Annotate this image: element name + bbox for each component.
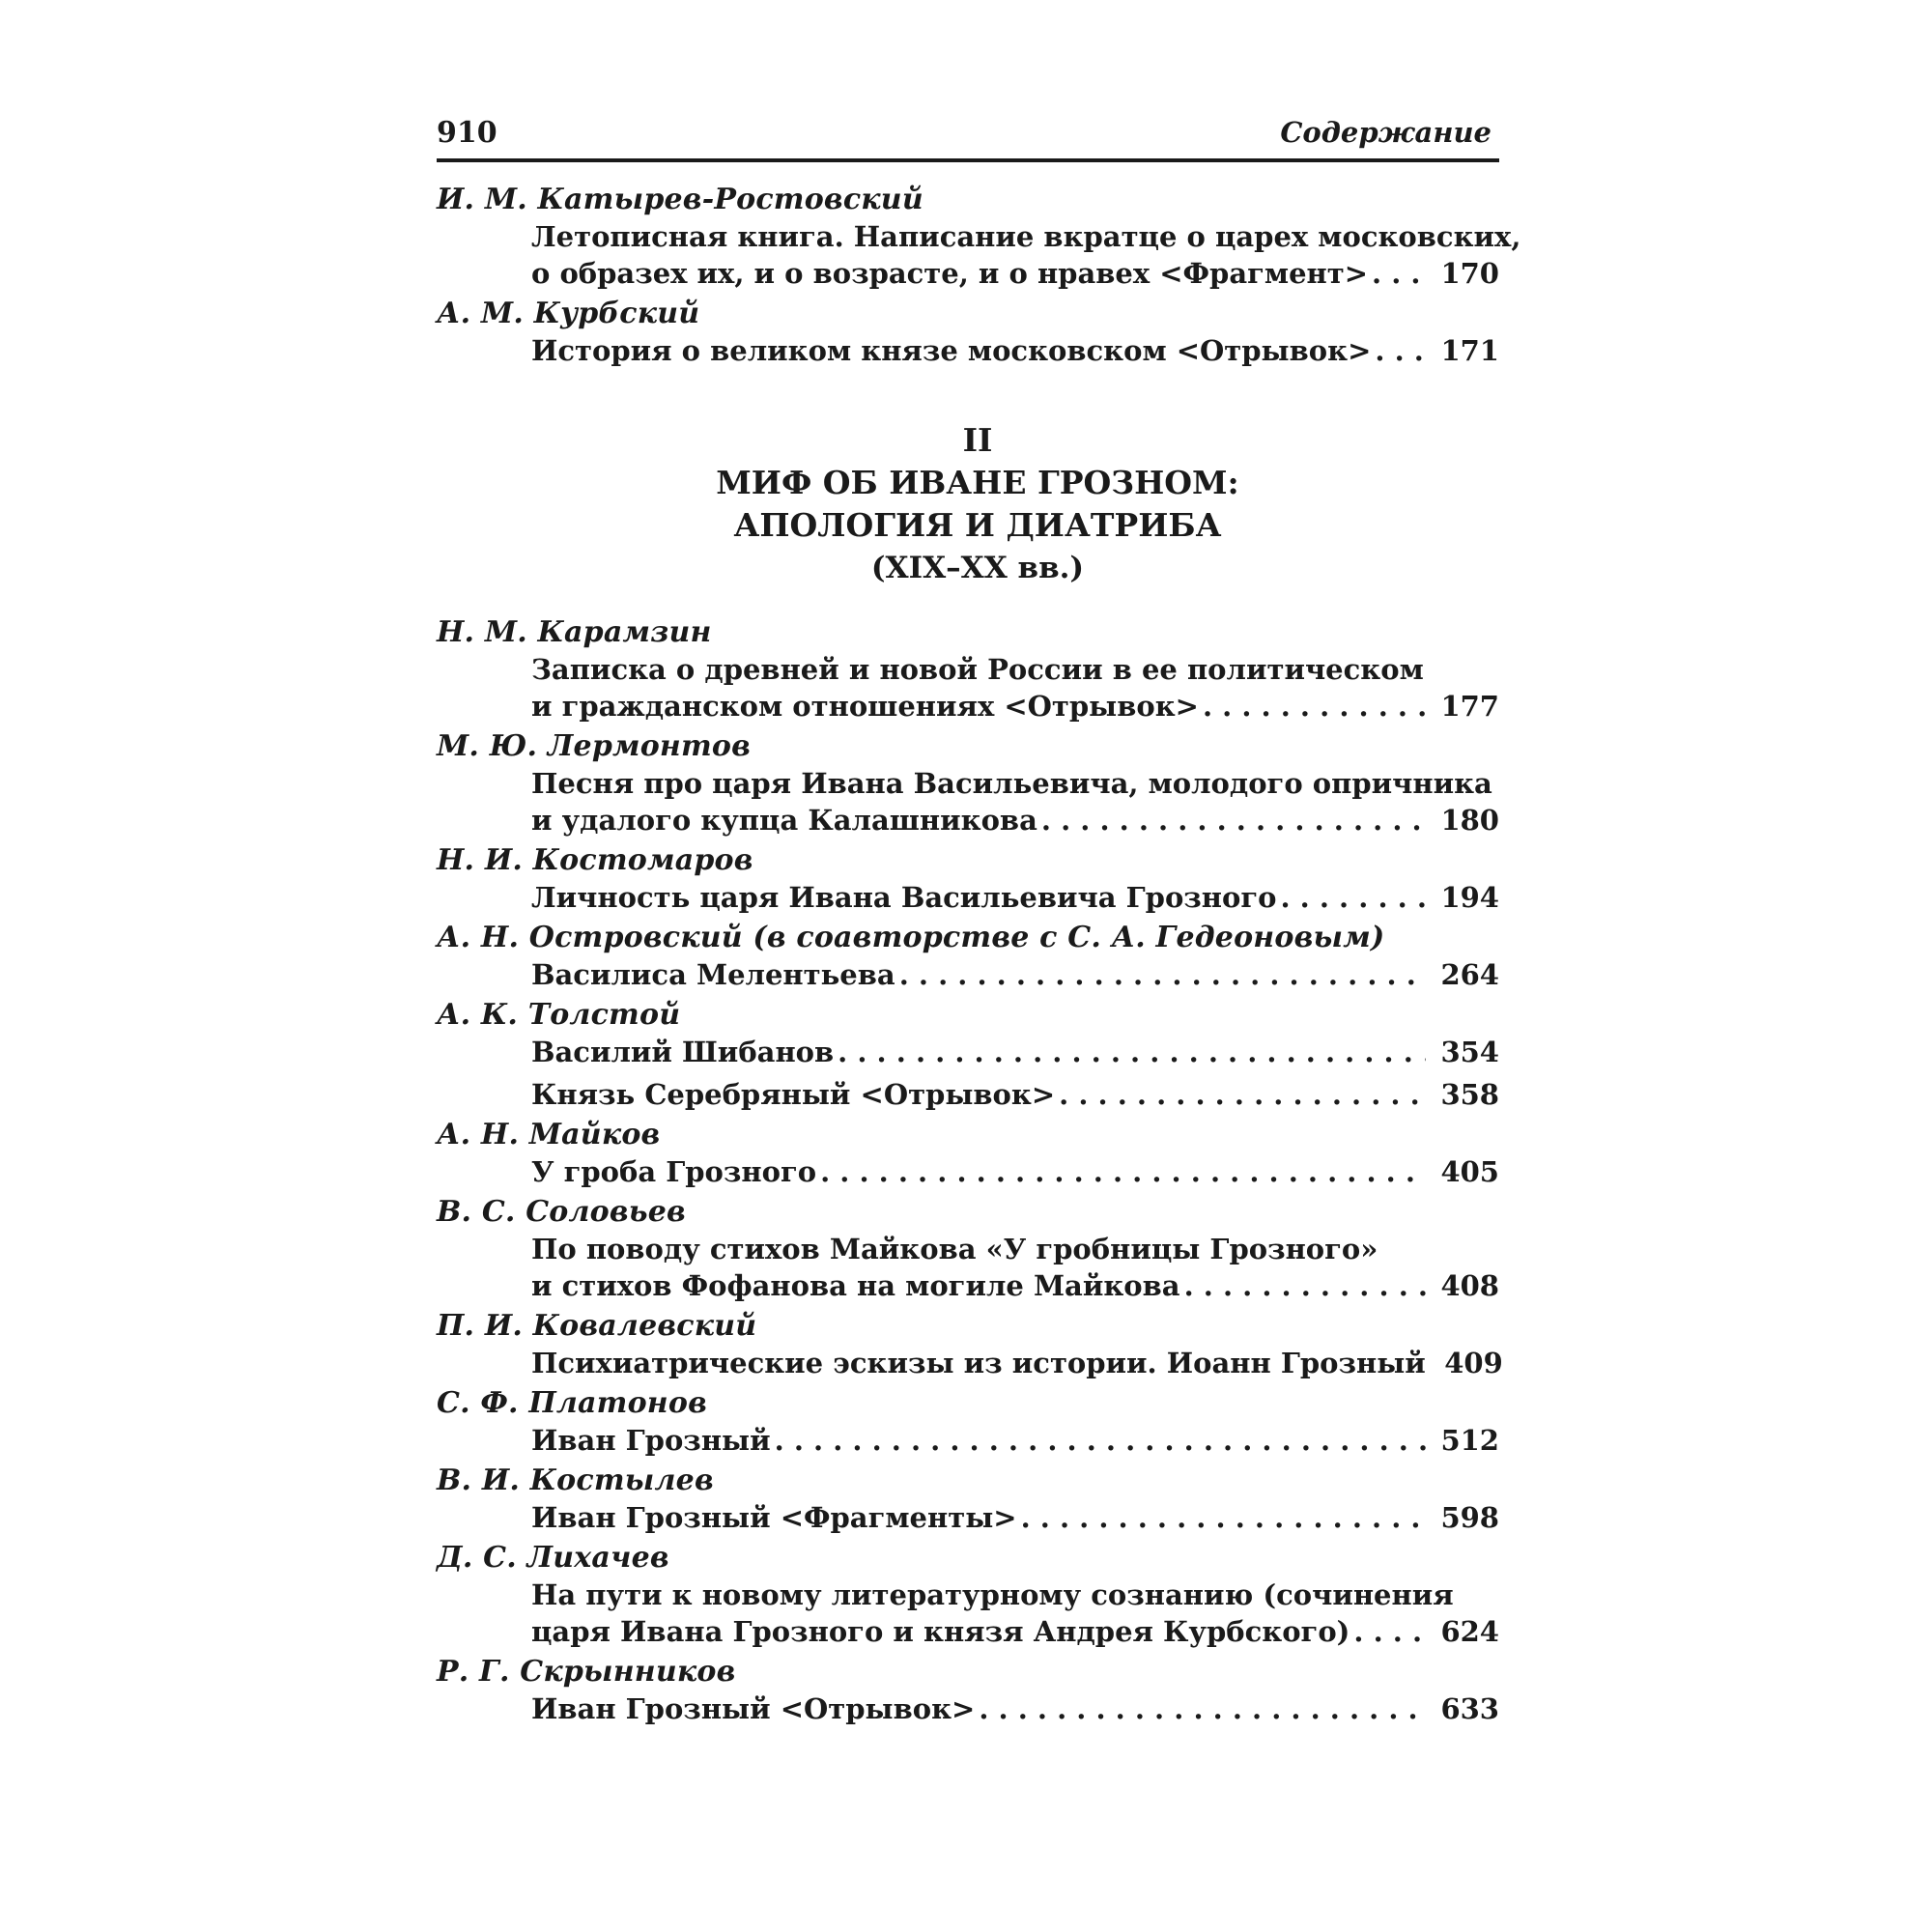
- section-number: II: [962, 421, 993, 459]
- dot-leader: [1280, 879, 1426, 916]
- dot-leader: [1372, 255, 1426, 292]
- toc-author: В. С. Соловьев: [437, 1195, 686, 1229]
- toc-page-number: 180: [1440, 804, 1499, 837]
- toc-work[interactable]: [531, 1345, 1503, 1381]
- toc-author: С. Ф. Платонов: [437, 1386, 707, 1420]
- toc-work-title: царя Ивана Грозного и князя Андрея Курбского): [531, 1615, 1350, 1648]
- toc-page-number: 408: [1440, 1269, 1499, 1302]
- dot-leader: [838, 1034, 1426, 1070]
- toc-entry: [437, 728, 1499, 838]
- toc-page-number: 405: [1440, 1155, 1499, 1188]
- toc-work-title: Василиса Мелентьева: [531, 958, 895, 991]
- toc-work[interactable]: [531, 1690, 1499, 1727]
- toc-page-number: 194: [1440, 881, 1499, 914]
- toc-work-title: Князь Серебряный <Отрывок>: [531, 1078, 1056, 1111]
- toc-page-number: 358: [1440, 1078, 1499, 1111]
- toc-work[interactable]: [531, 1499, 1499, 1536]
- dot-leader: [1041, 802, 1426, 838]
- running-title: Содержание: [1280, 116, 1492, 149]
- toc-author: Д. С. Лихачев: [437, 1541, 669, 1575]
- dot-leader: [899, 956, 1426, 993]
- dot-leader: [820, 1153, 1426, 1190]
- toc-work-title-line: Записка о древней и новой России в ее политическом: [531, 653, 1424, 686]
- toc-page-number: 171: [1440, 334, 1499, 367]
- toc-page-number: 624: [1440, 1615, 1499, 1648]
- toc-work[interactable]: [531, 765, 1499, 838]
- toc-work-title: и гражданском отношениях <Отрывок>: [531, 690, 1199, 723]
- toc-work-last-line: [531, 1034, 1499, 1070]
- toc-author: А. К. Толстой: [437, 998, 681, 1032]
- toc-work[interactable]: [531, 956, 1499, 993]
- toc-work-title-line: Песня про царя Ивана Васильевича, молодого опричника: [531, 767, 1492, 800]
- toc-author: Н. М. Карамзин: [437, 615, 712, 649]
- toc-work-last-line: [531, 879, 1499, 916]
- toc-work-title: и удалого купца Калашникова: [531, 804, 1037, 837]
- dot-leader: [979, 1690, 1426, 1727]
- toc-section-one-tail: [437, 182, 1521, 369]
- toc-work-last-line: [531, 255, 1499, 292]
- toc-work[interactable]: [531, 879, 1499, 916]
- toc-entry: [437, 920, 1499, 993]
- toc-entry: [437, 1463, 1499, 1536]
- toc-page-number: 170: [1440, 257, 1499, 290]
- toc-author: М. Ю. Лермонтов: [437, 729, 752, 763]
- toc-work[interactable]: [531, 651, 1499, 724]
- toc-work-last-line: [531, 1267, 1499, 1304]
- toc-page-number: 512: [1440, 1424, 1499, 1457]
- toc-page-number: 409: [1444, 1347, 1503, 1379]
- toc-entry: [437, 1194, 1499, 1304]
- toc-work[interactable]: [531, 1231, 1499, 1304]
- page-number: 910: [437, 116, 497, 150]
- toc-work-title-line: Летописная книга. Написание вкратце о царех московских,: [531, 220, 1521, 253]
- toc-section-two: [437, 614, 1503, 1727]
- dot-leader: [1375, 332, 1426, 369]
- toc-work-title: и стихов Фофанова на могиле Майкова: [531, 1269, 1180, 1302]
- toc-author: Р. Г. Скрынников: [437, 1655, 736, 1689]
- toc-work-title: Василий Шибанов: [531, 1036, 835, 1068]
- toc-work[interactable]: [531, 1034, 1499, 1070]
- toc-work-title: История о великом князе московском <Отрывок>: [531, 334, 1372, 367]
- toc-work-last-line: [531, 1422, 1499, 1459]
- dot-leader: [1353, 1613, 1426, 1650]
- toc-entry: [437, 1654, 1499, 1727]
- toc-work-last-line: [531, 1613, 1499, 1650]
- dot-leader: [1184, 1267, 1426, 1304]
- toc-page-number: 264: [1440, 958, 1499, 991]
- toc-author: А. Н. Островский (в соавторстве с С. А. Гедеоновым): [437, 921, 1385, 954]
- toc-entry: [437, 1540, 1499, 1650]
- dot-leader: [1021, 1499, 1426, 1536]
- toc-work-last-line: [531, 1690, 1499, 1727]
- toc-entry: [437, 182, 1521, 292]
- section-heading: [437, 419, 1499, 589]
- toc-entry: [437, 296, 1499, 369]
- toc-work-title: о образех их, и о возрасте, и о нравех <Фрагмент>: [531, 257, 1369, 290]
- book-page: [437, 108, 1521, 1731]
- section-period: (XIX–XX вв.): [870, 551, 1085, 585]
- toc-entry: [437, 1117, 1499, 1190]
- toc-work[interactable]: [531, 1422, 1499, 1459]
- toc-work-title: Иван Грозный <Фрагменты>: [531, 1501, 1017, 1534]
- toc-work-last-line: [531, 1499, 1499, 1536]
- section-title-line2: АПОЛОГИЯ И ДИАТРИБА: [733, 506, 1222, 544]
- toc-work-last-line: [531, 1345, 1503, 1381]
- toc-work-title-line: На пути к новому литературному сознанию (сочинения: [531, 1578, 1454, 1611]
- toc-entry: [437, 1308, 1503, 1381]
- toc-author: А. М. Курбский: [437, 297, 700, 330]
- toc-page-number: 354: [1440, 1036, 1499, 1068]
- toc-work-last-line: [531, 1076, 1499, 1113]
- toc-work-title: Иван Грозный <Отрывок>: [531, 1692, 976, 1725]
- toc-work[interactable]: [531, 218, 1521, 292]
- toc-author: И. М. Катырев-Ростовский: [437, 183, 923, 216]
- toc-page-number: 598: [1440, 1501, 1499, 1534]
- toc-work-last-line: [531, 802, 1499, 838]
- toc-work-last-line: [531, 1153, 1499, 1190]
- toc-author: А. Н. Майков: [437, 1118, 661, 1151]
- toc-work[interactable]: [531, 1153, 1499, 1190]
- toc-work-title-line: По поводу стихов Майкова «У гробницы Грозного»: [531, 1233, 1378, 1265]
- dot-leader: [1059, 1076, 1426, 1113]
- toc-work-last-line: [531, 688, 1499, 724]
- section-title-line1: МИФ ОБ ИВАНЕ ГРОЗНОМ:: [716, 464, 1239, 501]
- toc-author: В. И. Костылев: [437, 1463, 714, 1497]
- toc-work-title: У гроба Грозного: [531, 1155, 817, 1188]
- running-head: [437, 108, 1499, 162]
- toc-entry: [437, 1385, 1499, 1459]
- toc-work[interactable]: [531, 1076, 1499, 1113]
- toc-work[interactable]: [531, 332, 1499, 369]
- toc-page-number: 633: [1440, 1692, 1499, 1725]
- dot-leader: [775, 1422, 1426, 1459]
- dot-leader: [1203, 688, 1426, 724]
- toc-work-title: Психиатрические эскизы из истории. Иоанн Грозный: [531, 1347, 1426, 1379]
- toc-work-title: Личность царя Ивана Васильевича Грозного: [531, 881, 1277, 914]
- toc-work[interactable]: [531, 1577, 1499, 1650]
- toc-author: П. И. Ковалевский: [437, 1309, 757, 1343]
- toc-entry: [437, 614, 1499, 724]
- toc-entry: [437, 997, 1499, 1113]
- toc-work-title: Иван Грозный: [531, 1424, 771, 1457]
- toc-entry: [437, 842, 1499, 916]
- toc-author: Н. И. Костомаров: [437, 843, 753, 877]
- table-of-contents: [437, 182, 1521, 1727]
- toc-page-number: 177: [1440, 690, 1499, 723]
- toc-work-last-line: [531, 332, 1499, 369]
- toc-work-last-line: [531, 956, 1499, 993]
